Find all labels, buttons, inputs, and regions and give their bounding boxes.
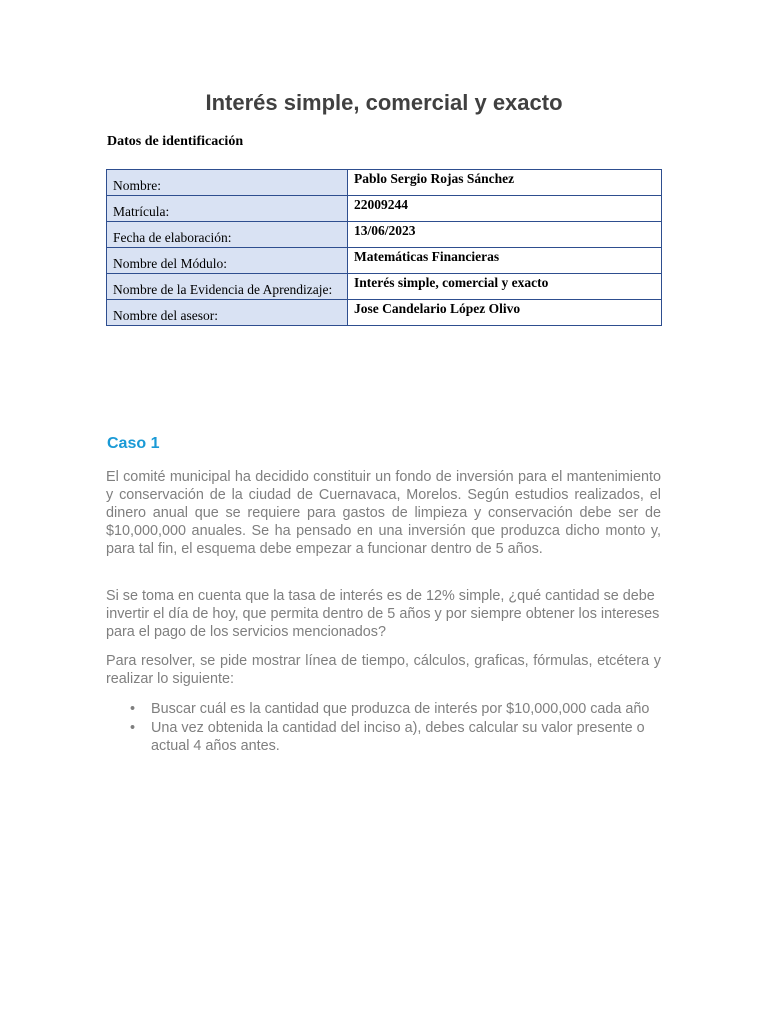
row-value: 22009244 — [348, 196, 662, 222]
table-row — [107, 222, 662, 248]
task-list — [106, 700, 662, 756]
table-row — [107, 274, 662, 300]
list-item-text: Buscar cuál es la cantidad que produzca de interés por $10,000,000 cada año — [151, 701, 650, 717]
row-label: Matrícula: — [107, 196, 348, 222]
list-item — [106, 700, 662, 718]
row-value: Jose Candelario López Olivo — [348, 300, 662, 326]
list-item-text: Una vez obtenida la cantidad del inciso a), debes calcular su valor presente o actual 4 años antes. — [151, 720, 645, 754]
identification-table — [106, 169, 662, 326]
table-row — [107, 248, 662, 274]
row-value: Interés simple, comercial y exacto — [348, 274, 662, 300]
row-label: Fecha de elaboración: — [107, 222, 348, 248]
case-paragraph-3: Para resolver, se pide mostrar línea de tiempo, cálculos, graficas, fórmulas, etcétera y realizar lo siguiente: — [106, 653, 661, 687]
section-label: Datos de identificación — [107, 134, 244, 149]
table-row — [107, 170, 662, 196]
case-heading: Caso 1 — [107, 435, 160, 452]
row-value: Matemáticas Financieras — [348, 248, 662, 274]
bullet-icon: • — [130, 720, 136, 736]
table-row — [107, 196, 662, 222]
case-paragraph-2: Si se toma en cuenta que la tasa de interés es de 12% simple, ¿qué cantidad se debe invertir el día de hoy, que permita dentro de 5 años y por siempre obtener los intereses para el pago de los servicios mencionados? — [106, 588, 660, 640]
list-item — [106, 719, 662, 755]
row-label: Nombre de la Evidencia de Aprendizaje: — [107, 274, 348, 300]
document-title: Interés simple, comercial y exacto — [205, 90, 563, 115]
table-row — [107, 300, 662, 326]
row-label: Nombre del Módulo: — [107, 248, 348, 274]
bullet-icon: • — [130, 701, 136, 717]
case-paragraph-1: El comité municipal ha decidido constituir un fondo de inversión para el mantenimiento y conservación de la ciudad de Cuernavaca, Morelos. Según estudios realizados, el dinero anual que se requiere para gastos de limpieza y conservación debe ser de $10,000,000 anuales. Se ha pensado en una inversión que produzca dicho monto y, para tal fin, el esquema debe empezar a funcionar dentro de 5 años. — [106, 469, 661, 557]
row-label: Nombre: — [107, 170, 348, 196]
row-value: 13/06/2023 — [348, 222, 662, 248]
row-label: Nombre del asesor: — [107, 300, 348, 326]
row-value: Pablo Sergio Rojas Sánchez — [348, 170, 662, 196]
